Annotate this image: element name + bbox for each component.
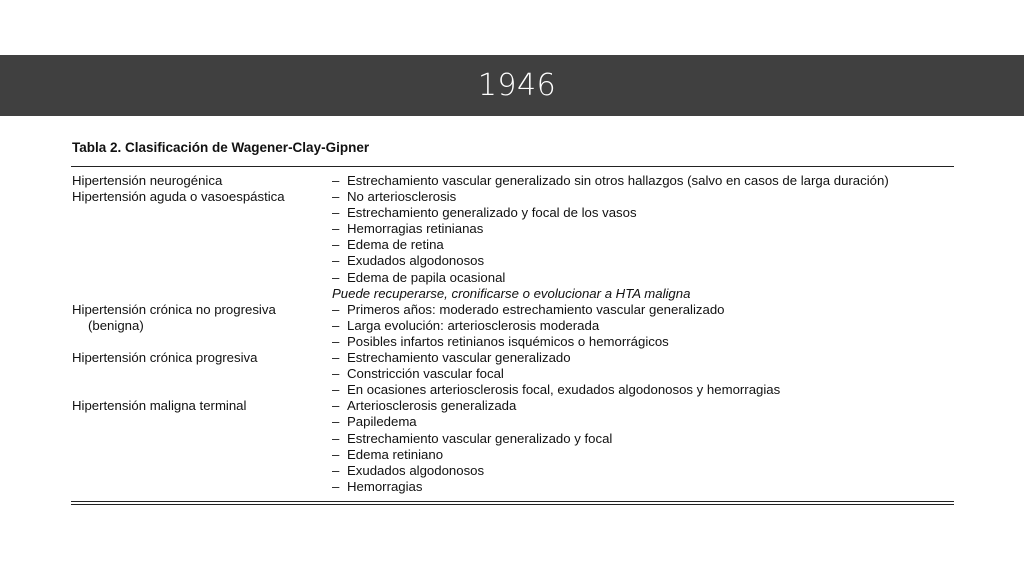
finding-text: Edema retiniano xyxy=(347,446,444,462)
finding-text: Exudados algodonosos xyxy=(347,462,485,478)
finding-text: En ocasiones arteriosclerosis focal, exudados algodonosos y hemorragias xyxy=(347,382,781,398)
finding-item xyxy=(332,302,954,318)
finding-item xyxy=(332,189,954,205)
finding-item xyxy=(332,173,954,189)
category-cell xyxy=(72,189,332,302)
category-label: Hipertensión crónica progresiva xyxy=(72,350,258,366)
dash-bullet: – xyxy=(332,382,340,398)
category-cell xyxy=(72,173,332,189)
dash-bullet: – xyxy=(332,366,340,382)
dash-bullet: – xyxy=(332,173,340,188)
finding-text: Edema de papila ocasional xyxy=(347,269,506,285)
table-row xyxy=(72,302,954,350)
finding-text: Larga evolución: arteriosclerosis moderada xyxy=(347,317,600,333)
category-cell xyxy=(72,302,332,350)
finding-item xyxy=(332,318,954,334)
dash-bullet: – xyxy=(332,189,340,205)
dash-bullet: – xyxy=(332,478,340,494)
finding-item xyxy=(332,237,954,253)
dash-bullet: – xyxy=(332,253,340,269)
dash-bullet: – xyxy=(332,237,340,253)
finding-text: Exudados algodonosos xyxy=(347,253,485,269)
finding-item xyxy=(332,431,954,447)
finding-item xyxy=(332,447,954,463)
category-label: Hipertensión crónica no progresiva xyxy=(72,301,276,317)
dash-bullet: – xyxy=(332,221,340,237)
findings-cell xyxy=(332,398,954,495)
dash-bullet: – xyxy=(332,446,340,462)
finding-item xyxy=(332,463,954,479)
finding-text: Edema de retina xyxy=(347,237,444,253)
dash-bullet: – xyxy=(332,350,340,366)
findings-cell xyxy=(332,189,954,302)
dash-bullet: – xyxy=(332,269,340,285)
finding-item xyxy=(332,270,954,286)
finding-item xyxy=(332,350,954,366)
finding-text: Papiledema xyxy=(347,414,417,430)
finding-text: Hemorragias xyxy=(347,478,423,494)
table-row xyxy=(72,173,954,189)
finding-text: Primeros años: moderado estrechamiento vascular generalizado xyxy=(347,301,725,317)
finding-item xyxy=(332,334,954,350)
category-label: Hipertensión neurogénica xyxy=(72,173,223,188)
title-bar xyxy=(0,55,1024,116)
dash-bullet: – xyxy=(332,205,340,221)
table-row xyxy=(72,189,954,302)
finding-item xyxy=(332,398,954,414)
dash-bullet: – xyxy=(332,398,340,414)
table-bottom-rule xyxy=(71,501,954,505)
finding-text: Estrechamiento vascular generalizado xyxy=(347,350,571,366)
classification-table xyxy=(72,173,954,495)
findings-cell xyxy=(332,302,954,350)
category-cell xyxy=(72,398,332,495)
table-title: Tabla 2. Clasificación de Wagener-Clay-Gipner xyxy=(72,140,370,155)
finding-item xyxy=(332,366,954,382)
finding-text: Estrechamiento generalizado y focal de los vasos xyxy=(347,205,637,221)
dash-bullet: – xyxy=(332,317,340,333)
findings-cell xyxy=(332,173,954,189)
table-row xyxy=(72,398,954,495)
finding-text: Constricción vascular focal xyxy=(347,366,504,382)
category-label: Hipertensión aguda o vasoespástica xyxy=(72,189,285,205)
findings-cell xyxy=(332,350,954,398)
finding-item xyxy=(332,479,954,495)
finding-text: Estrechamiento vascular generalizado sin otros hallazgos (salvo en casos de larga duración) xyxy=(347,173,889,188)
finding-text: Estrechamiento vascular generalizado y focal xyxy=(347,430,613,446)
finding-text: Hemorragias retinianas xyxy=(347,221,484,237)
table-row xyxy=(72,350,954,398)
table-top-rule xyxy=(71,166,954,167)
category-cell xyxy=(72,350,332,398)
finding-text: Arteriosclerosis generalizada xyxy=(347,398,517,414)
finding-item xyxy=(332,253,954,269)
dash-bullet: – xyxy=(332,430,340,446)
finding-item xyxy=(332,414,954,430)
finding-text: No arteriosclerosis xyxy=(347,189,457,205)
dash-bullet: – xyxy=(332,414,340,430)
dash-bullet: – xyxy=(332,301,340,317)
category-label: Hipertensión maligna terminal xyxy=(72,398,247,414)
slide-title: 1946 xyxy=(477,68,557,103)
finding-item xyxy=(332,382,954,398)
dash-bullet: – xyxy=(332,462,340,478)
prognosis-note: Puede recuperarse, cronificarse o evolucionar a HTA maligna xyxy=(332,285,691,301)
dash-bullet: – xyxy=(332,333,340,349)
finding-text: Posibles infartos retinianos isquémicos o hemorrágicos xyxy=(347,333,669,349)
finding-item xyxy=(332,221,954,237)
finding-item xyxy=(332,205,954,221)
category-label: (benigna) xyxy=(88,317,144,333)
